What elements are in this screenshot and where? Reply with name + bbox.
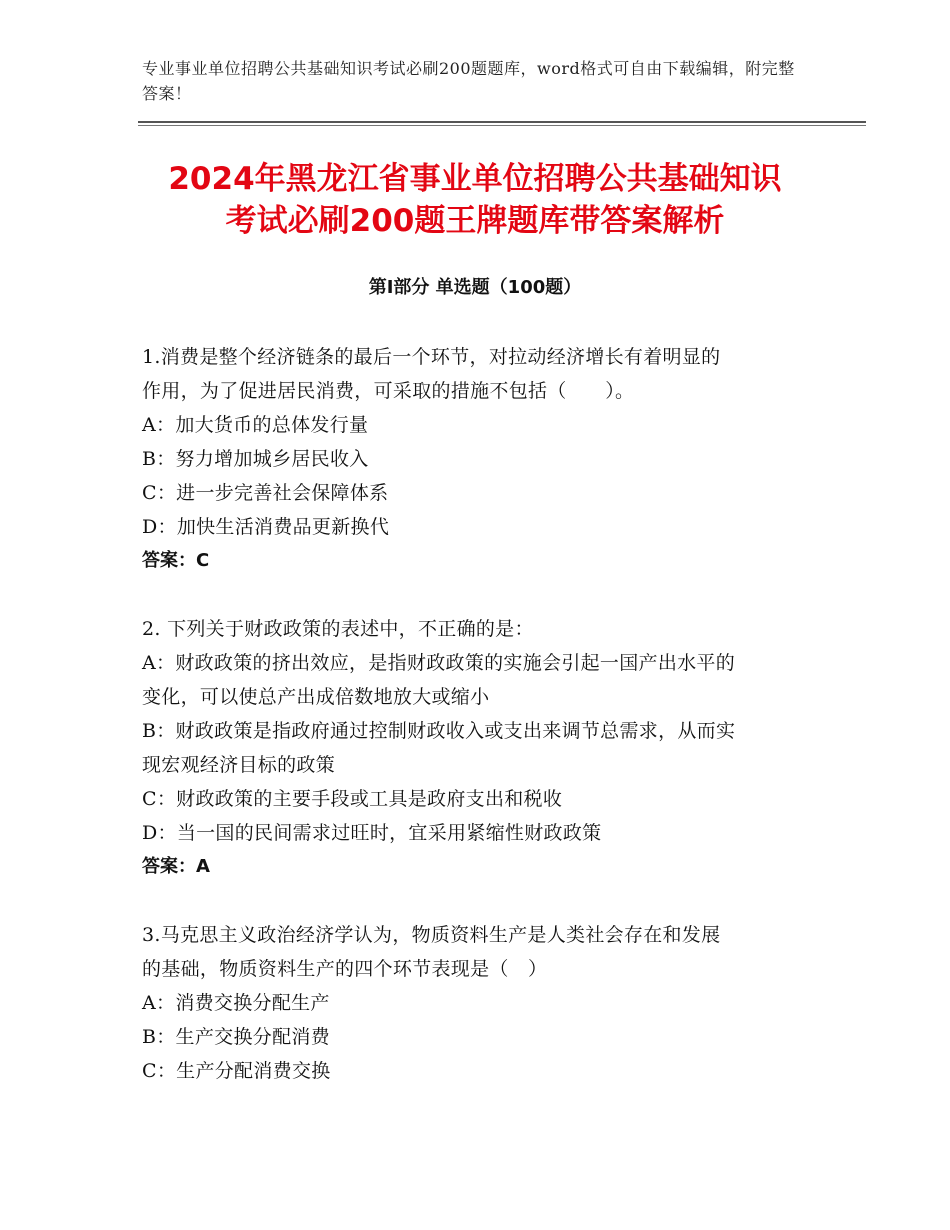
option-c: C：财政政策的主要手段或工具是政府支出和税收 [142,788,563,810]
option-d: D：加快生活消费品更新换代 [142,516,390,538]
document-title [90,158,860,242]
question-list [142,340,812,1122]
question-stem-line: 2. 下列关于财政政策的表述中，不正确的是： [142,618,534,640]
option-c: C：进一步完善社会保障体系 [142,482,389,504]
question-3 [142,918,812,1088]
header-rule-thin [138,125,866,126]
option-a: A：消费交换分配生产 [142,992,330,1014]
question-stem-line: 作用，为了促进居民消费，可采取的措施不包括（ ）。 [142,380,635,402]
section-title: 第Ⅰ部分 单选题（100题） [368,277,582,298]
option-b-continued: 现宏观经济目标的政策 [142,754,336,776]
question-stem-line: 3.马克思主义政治经济学认为，物质资料生产是人类社会存在和发展 [142,924,721,946]
question-stem-line: 的基础，物质资料生产的四个环节表现是（ ） [142,958,548,980]
question-2 [142,612,812,884]
header-rule-thick [138,121,866,123]
header-note: 专业事业单位招聘公共基础知识考试必刷200题题库，word格式可自由下载编辑，附完整答案！ [142,59,795,103]
question-stem-line: 1.消费是整个经济链条的最后一个环节，对拉动经济增长有着明显的 [142,346,721,368]
option-b: B：努力增加城乡居民收入 [142,448,369,470]
title-line-1: 2024年黑龙江省事业单位招聘公共基础知识 [168,161,782,197]
option-a-continued: 变化，可以使总产出成倍数地放大或缩小 [142,686,490,708]
option-b: B：财政政策是指政府通过控制财政收入或支出来调节总需求，从而实 [142,720,736,742]
title-line-2: 考试必刷200题王牌题库带答案解析 [225,203,725,239]
answer: 答案：C [142,550,210,571]
question-1 [142,340,812,578]
option-d: D：当一国的民间需求过旺时，宜采用紧缩性财政政策 [142,822,602,844]
option-c: C：生产分配消费交换 [142,1060,331,1082]
option-a: A：财政政策的挤出效应，是指财政政策的实施会引起一国产出水平的 [142,652,736,674]
option-a: A：加大货币的总体发行量 [142,414,369,436]
answer: 答案：A [142,856,210,877]
option-b: B：生产交换分配消费 [142,1026,330,1048]
